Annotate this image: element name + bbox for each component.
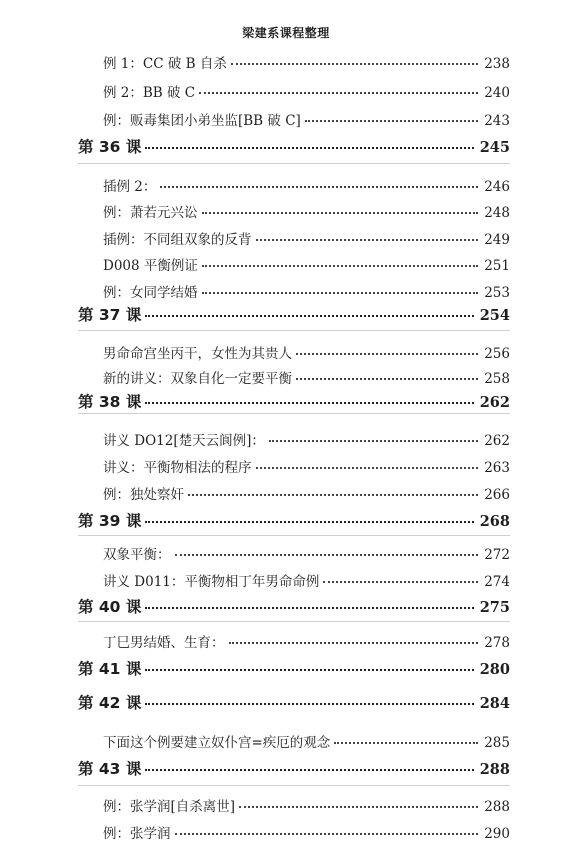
toc-chapter-entry[interactable]	[78, 691, 510, 713]
chapter-rule	[78, 785, 510, 786]
toc-entry-page: 290	[484, 826, 510, 842]
dot-leader	[296, 353, 478, 355]
toc-entry[interactable]	[103, 228, 510, 248]
toc-entry[interactable]	[103, 81, 510, 101]
toc-entry[interactable]	[103, 254, 510, 274]
toc-chapter-entry[interactable]	[78, 303, 510, 325]
dot-leader	[229, 642, 479, 644]
toc-entry-title: 下面这个例要建立奴仆宫=疾厄的观念	[103, 735, 331, 751]
dot-leader	[256, 239, 479, 241]
toc-entry-title: 例：女同学结婚	[103, 285, 198, 301]
toc-chapter-title: 第 38 课	[78, 393, 142, 411]
toc-entry[interactable]	[103, 109, 510, 129]
toc-entry[interactable]	[103, 456, 510, 476]
toc-entry-page: 245	[479, 139, 510, 156]
dot-leader	[145, 769, 473, 771]
toc-entry-title: 讲义 D011：平衡物相丁年男命命例	[103, 574, 320, 590]
dot-leader	[239, 806, 478, 808]
dot-leader	[145, 402, 473, 404]
toc-chapter-title: 第 43 课	[78, 760, 142, 778]
toc-chapter-entry[interactable]	[78, 135, 510, 157]
toc-entry-title: 男命命宫坐丙干，女性为其贵人	[103, 346, 292, 362]
dot-leader	[323, 581, 478, 583]
dot-leader	[296, 378, 478, 380]
dot-leader	[269, 440, 478, 442]
toc-entry-title: 双象平衡：	[103, 547, 171, 563]
dot-leader	[145, 669, 473, 671]
toc-entry-title: 例：贩毒集团小弟坐监[BB 破 C]	[103, 113, 301, 129]
toc-chapter-entry[interactable]	[78, 390, 510, 412]
toc-entry-title: 例 1：CC 破 B 自杀	[103, 56, 227, 72]
toc-entry-page: 249	[484, 232, 510, 248]
toc-entry[interactable]	[103, 731, 510, 751]
toc-chapter-entry[interactable]	[78, 757, 510, 779]
toc-entry-page: 246	[484, 179, 510, 195]
toc-entry-page: 262	[479, 394, 510, 411]
toc-chapter-entry[interactable]	[78, 657, 510, 679]
toc-entry-title: 例：张学润[自杀离世]	[103, 799, 236, 815]
toc-chapter-title: 第 40 课	[78, 598, 142, 616]
toc-entry-title: 讲义：平衡物相法的程序	[103, 460, 252, 476]
toc-entry-title: 插例 2：	[103, 179, 157, 195]
chapter-rule	[78, 621, 510, 622]
toc-chapter-title: 第 36 课	[78, 138, 142, 156]
chapter-rule	[78, 330, 510, 331]
toc-entry-page: 272	[484, 547, 510, 563]
toc-entry-page: 256	[484, 346, 510, 362]
running-header: 梁建系课程整理	[242, 26, 330, 40]
toc-entry[interactable]	[103, 342, 510, 362]
dot-leader	[202, 265, 478, 267]
dot-leader	[202, 292, 479, 294]
toc-entry[interactable]	[103, 429, 510, 449]
toc-entry-page: 258	[484, 371, 510, 387]
toc-chapter-title: 第 41 课	[78, 660, 142, 678]
toc-entry-page: 251	[484, 258, 510, 274]
toc-chapter-title: 第 39 课	[78, 512, 142, 530]
dot-leader	[305, 120, 478, 122]
chapter-rule	[78, 535, 510, 536]
dot-leader	[175, 554, 479, 556]
toc-entry-page: 248	[484, 205, 510, 221]
toc-entry-page: 288	[484, 799, 510, 815]
toc-entry-page: 285	[484, 735, 510, 751]
toc-entry-page: 268	[479, 513, 510, 530]
dot-leader	[231, 63, 478, 65]
toc-entry-page: 274	[484, 574, 510, 590]
dot-leader	[160, 186, 478, 188]
toc-entry-title: 讲义 DO12[楚天云阆例]：	[103, 433, 265, 449]
dot-leader	[334, 742, 478, 744]
toc-entry[interactable]	[103, 631, 510, 651]
toc-entry[interactable]	[103, 570, 510, 590]
toc-entry-title: 插例：不同组双象的反背	[103, 232, 252, 248]
chapter-rule	[78, 413, 510, 414]
dot-leader	[199, 92, 478, 94]
toc-entry[interactable]	[103, 543, 510, 563]
dot-leader	[145, 521, 473, 523]
toc-entry[interactable]	[103, 201, 510, 221]
toc-entry-title: 例：张学润	[103, 826, 171, 842]
toc-entry[interactable]	[103, 795, 510, 815]
dot-leader	[202, 212, 479, 214]
toc-chapter-title: 第 42 课	[78, 694, 142, 712]
toc-entry-page: 254	[479, 307, 510, 324]
toc-entry-page: 240	[484, 85, 510, 101]
toc-chapter-title: 第 37 课	[78, 306, 142, 324]
dot-leader	[188, 494, 478, 496]
toc-entry[interactable]	[103, 281, 510, 301]
toc-entry-page: 280	[479, 661, 510, 678]
toc-entry-page: 262	[484, 433, 510, 449]
toc-entry-page: 243	[484, 113, 510, 129]
dot-leader	[145, 703, 473, 705]
toc-entry-page: 284	[479, 695, 510, 712]
toc-entry[interactable]	[103, 367, 510, 387]
toc-entry-page: 263	[484, 460, 510, 476]
toc-entry-page: 253	[484, 285, 510, 301]
toc-chapter-entry[interactable]	[78, 509, 510, 531]
toc-entry-title: 丁巳男结婚、生育：	[103, 635, 225, 651]
toc-entry-title: 例 2：BB 破 C	[103, 85, 196, 101]
toc-entry-title: 例：萧若元兴讼	[103, 205, 198, 221]
toc-entry-title: 例：独处察奸	[103, 487, 184, 503]
toc-entry[interactable]	[103, 52, 510, 72]
toc-entry-title: 新的讲义：双象自化一定要平衡	[103, 371, 292, 387]
toc-entry-page: 266	[484, 487, 510, 503]
toc-entry-page: 238	[484, 56, 510, 72]
dot-leader	[256, 467, 479, 469]
dot-leader	[175, 833, 479, 835]
toc-entry-page: 275	[479, 599, 510, 616]
toc-entry[interactable]	[103, 822, 510, 842]
toc-entry[interactable]	[103, 175, 510, 195]
toc-entry-page: 288	[479, 761, 510, 778]
dot-leader	[145, 147, 473, 149]
toc-chapter-entry[interactable]	[78, 595, 510, 617]
toc-entry-title: D008 平衡例证	[103, 258, 198, 274]
toc-entry-page: 278	[484, 635, 510, 651]
dot-leader	[145, 607, 473, 609]
chapter-rule	[78, 163, 510, 164]
toc-entry[interactable]	[103, 483, 510, 503]
dot-leader	[145, 315, 473, 317]
